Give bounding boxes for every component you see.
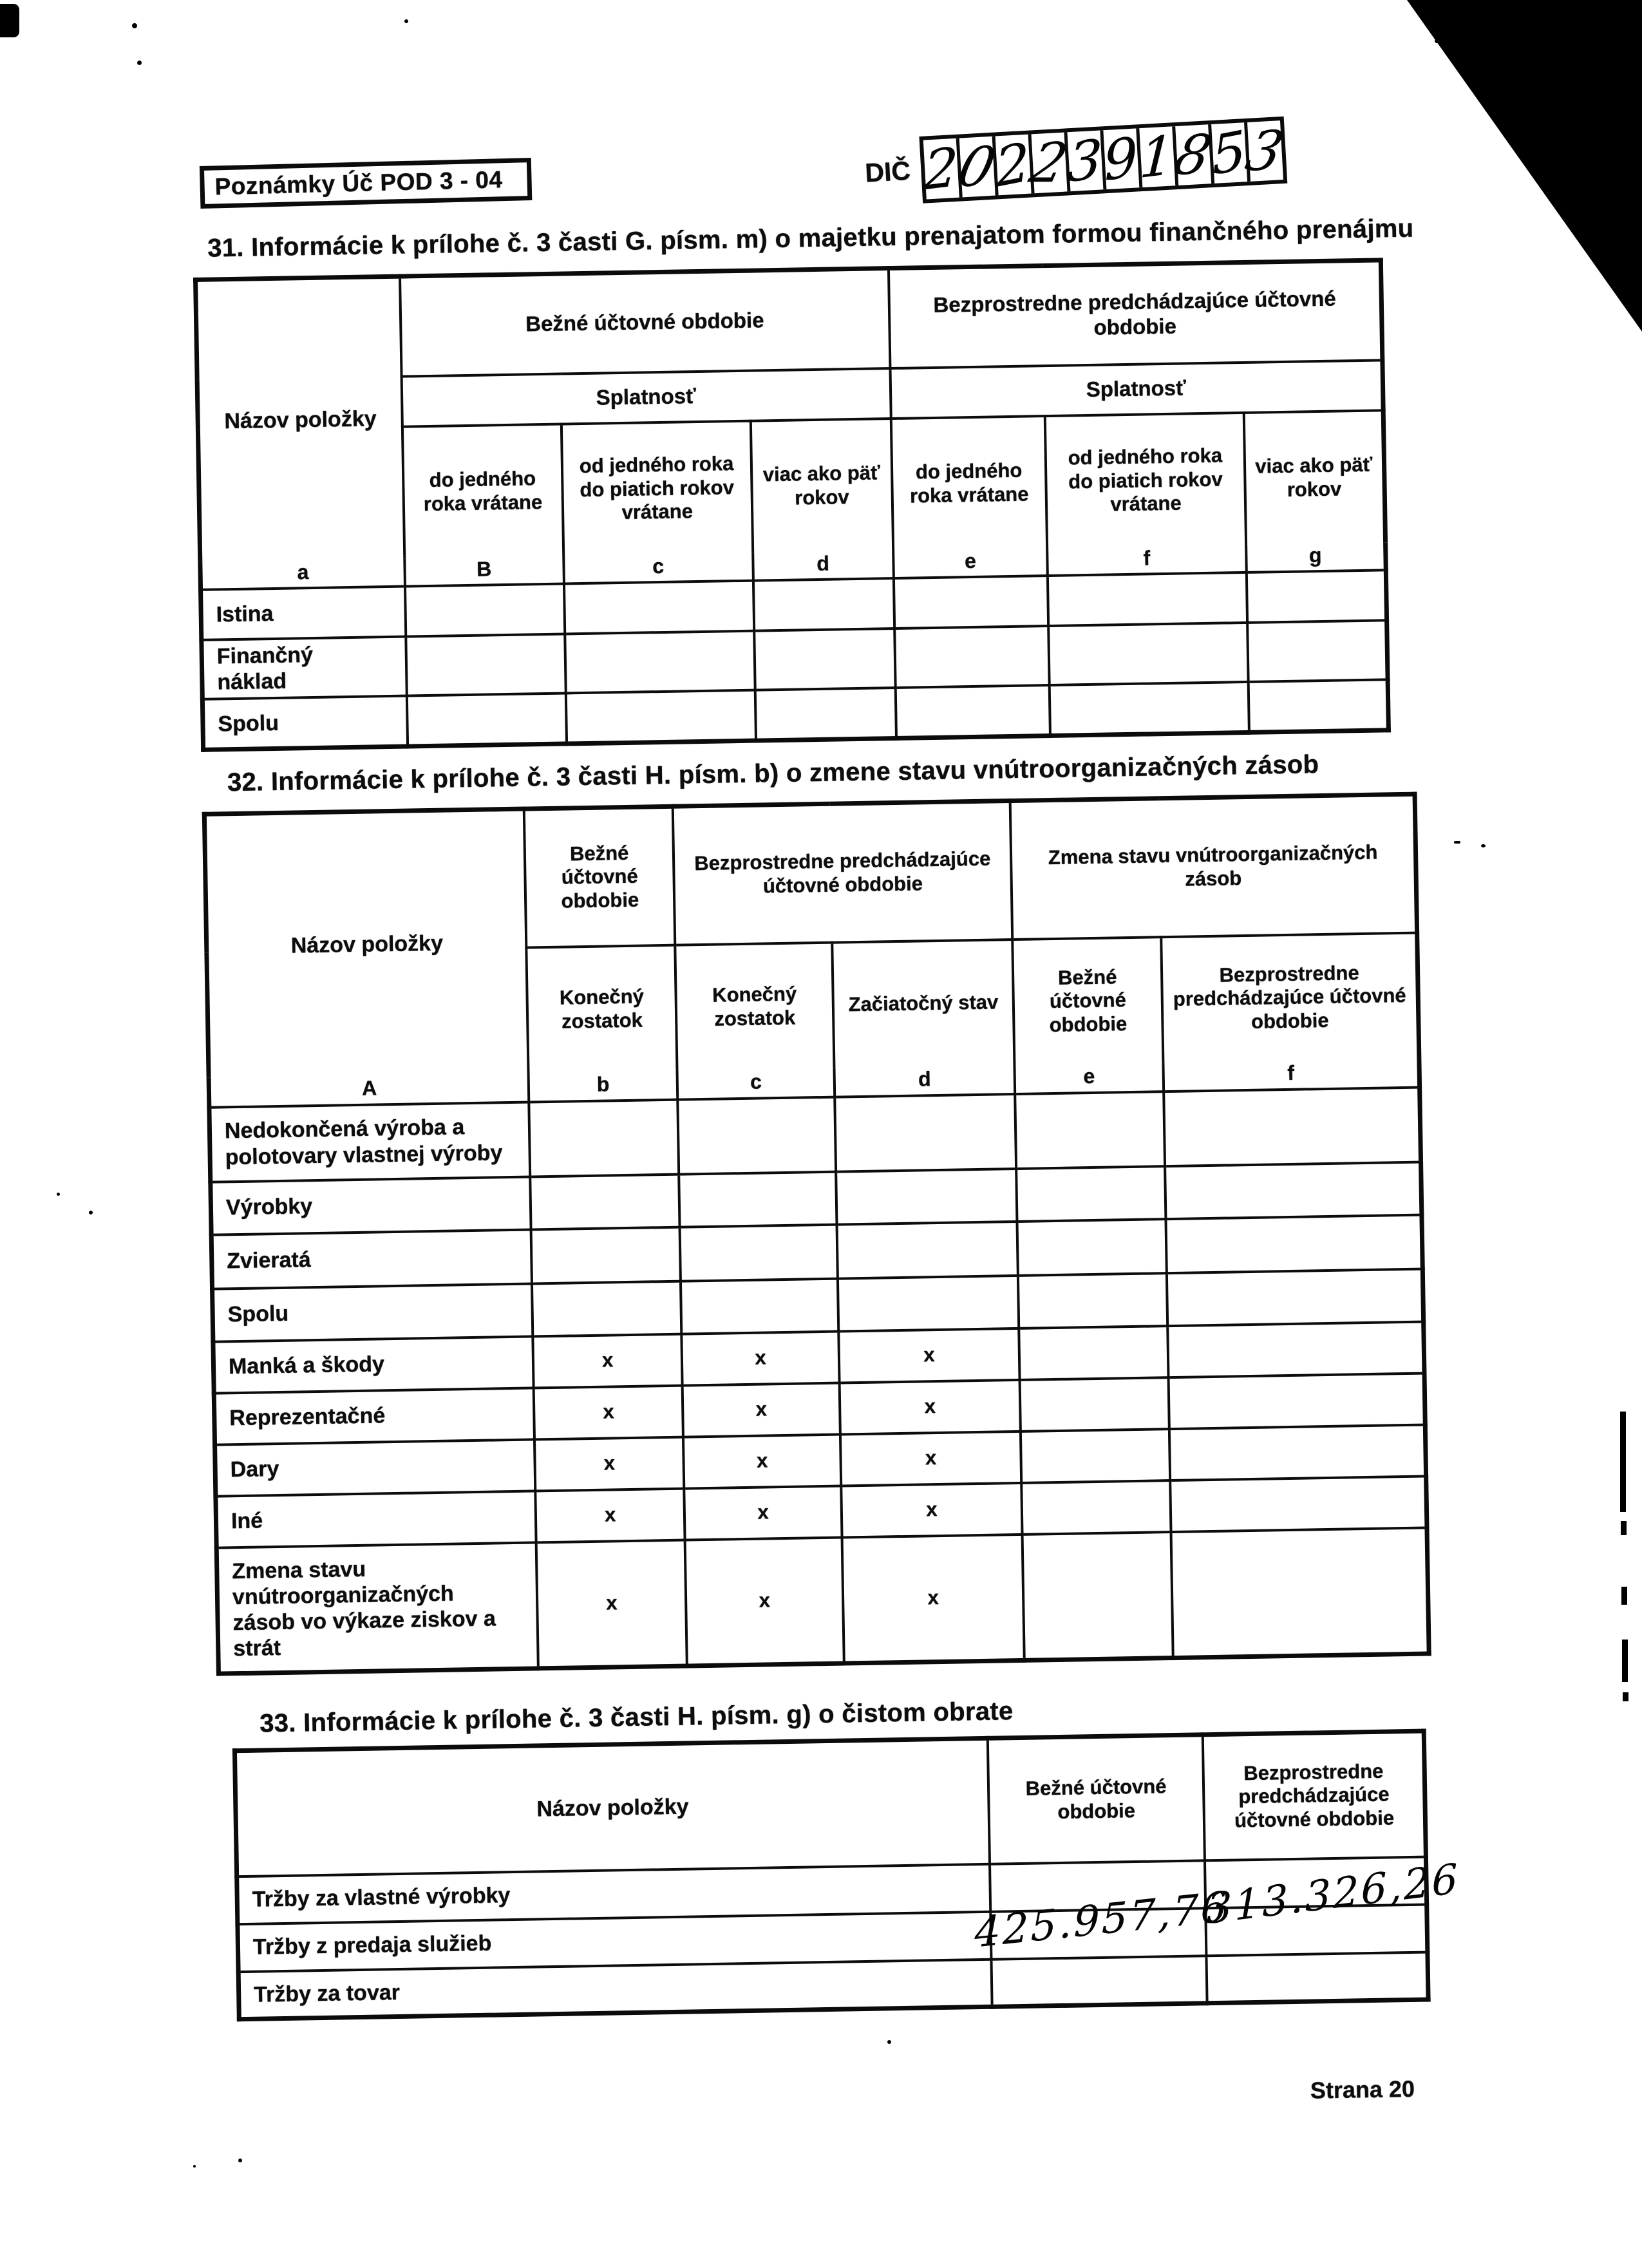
dic-digit: 5 — [1210, 118, 1249, 188]
t32-data-cell — [837, 1221, 1018, 1278]
t32-data-cell — [531, 1227, 681, 1283]
t32-column-letter: b — [529, 1070, 678, 1102]
dic-field — [863, 117, 1290, 207]
t32-row-label: Výrobky — [211, 1177, 531, 1234]
t32-row-label: Manká a škody — [213, 1336, 534, 1393]
t33-data-cell — [1207, 1952, 1428, 2003]
t32-row-label: Nedokončená výroba a polotovary vlastnej výroby — [209, 1102, 531, 1182]
t32-data-cell — [1171, 1527, 1429, 1658]
dic-digit: 1 — [1138, 123, 1176, 191]
t33-nazov-header: Názov položky — [234, 1738, 989, 1876]
t31-data-cell — [1048, 572, 1247, 626]
t32-data-cell: x — [683, 1383, 840, 1437]
t32-group-header: Bežné účtovné obdobie — [524, 806, 675, 947]
t32-data-cell — [1169, 1424, 1426, 1480]
t31-column-letter: e — [893, 548, 1048, 579]
t31-column-letter: g — [1246, 542, 1386, 572]
t31-data-cell — [754, 628, 895, 690]
t31-column-letter: B — [404, 556, 564, 587]
t31-data-cell — [565, 690, 755, 744]
t33-previous-header: Bezprostredne predchádzajúce účtovné obdobie — [1203, 1731, 1426, 1860]
t32-data-cell: x — [536, 1488, 685, 1542]
t31-maturity-header: Splatnosť — [401, 368, 891, 427]
t31-data-cell — [406, 634, 565, 696]
t32-subcol-header: Konečný zostatok — [675, 942, 834, 1070]
table-31-financial-lease — [193, 258, 1391, 752]
t32-data-cell — [836, 1168, 1017, 1224]
t31-column-letter: f — [1048, 544, 1247, 576]
handwritten-current-turnover: 425.957,76 — [974, 1883, 1229, 1958]
page-number: Strana 20 — [1310, 2075, 1415, 2104]
t31-data-cell — [565, 631, 755, 694]
t31-column-letter: d — [753, 551, 894, 581]
t31-data-cell — [753, 578, 894, 631]
t31-subcol-header: viac ako päť rokov — [1243, 410, 1385, 545]
form-code-box — [200, 158, 533, 209]
t32-data-cell — [1021, 1480, 1171, 1535]
dic-digit-cell — [1168, 122, 1218, 187]
t32-subcol-header: Bežné účtovné obdobie — [1012, 937, 1163, 1064]
t32-data-cell — [1018, 1273, 1167, 1328]
dic-digit-cell — [1240, 118, 1290, 184]
t32-row-label: Reprezentačné — [214, 1388, 534, 1444]
t32-data-cell: x — [536, 1540, 687, 1668]
t32-data-cell: x — [533, 1334, 683, 1388]
t31-previous-period-header: Bezprostredne predchádzajúce účtovné obdobie — [888, 260, 1382, 368]
t32-data-cell — [1019, 1326, 1168, 1380]
t32-data-cell — [1020, 1377, 1169, 1432]
t31-subcol-header: do jedného roka vrátane — [891, 416, 1047, 551]
dic-digit-cell — [952, 135, 1002, 199]
t32-data-cell: x — [840, 1379, 1021, 1434]
t31-data-cell — [1248, 680, 1388, 733]
t32-subcol-header: Začiatočný stav — [832, 940, 1014, 1068]
t31-row-label: Spolu — [202, 696, 407, 750]
t32-column-letter: d — [835, 1064, 1015, 1097]
t31-current-period-header: Bežné účtovné obdobie — [400, 269, 890, 377]
dic-digit: 8 — [1168, 122, 1218, 187]
t32-group-header: Bezprostredne predchádzajúce účtovné obdobie — [673, 801, 1012, 945]
t32-data-cell — [1021, 1429, 1170, 1483]
t31-subcol-header: od jedného roka do piatich rokov vrátane — [1045, 412, 1246, 547]
t32-data-cell: x — [684, 1486, 842, 1540]
t31-data-cell — [405, 584, 565, 637]
t31-data-cell — [407, 694, 567, 746]
t32-row-label: Dary — [215, 1439, 536, 1496]
t31-data-cell — [1049, 623, 1249, 685]
dic-digit-cell — [1102, 124, 1142, 194]
dic-digit: 3 — [1066, 127, 1104, 195]
t32-column-letter: f — [1163, 1057, 1419, 1091]
t32-row-label: Zvieratá — [211, 1229, 532, 1289]
dic-digit: 2 — [922, 135, 960, 203]
t32-data-cell: x — [534, 1437, 684, 1491]
t32-data-cell: x — [683, 1434, 841, 1488]
t31-row-label: Finančný náklad — [202, 637, 407, 699]
t31-data-cell — [1246, 571, 1386, 623]
t31-column-letter: c — [563, 553, 753, 584]
handwritten-previous-turnover: 313.326,26 — [1205, 1855, 1460, 1934]
t31-data-cell — [1050, 682, 1249, 735]
t31-data-cell — [755, 688, 896, 741]
table-33-net-turnover — [232, 1729, 1431, 2022]
dic-digit: 2 — [994, 130, 1032, 200]
t32-data-cell — [1016, 1166, 1165, 1222]
form-code-label: Poznámky Úč POD 3 - 04 — [214, 166, 503, 200]
t32-data-cell: x — [838, 1328, 1019, 1383]
t32-data-cell: x — [685, 1537, 844, 1666]
table-32-inventory-change — [202, 792, 1431, 1676]
dic-digit-boxes — [919, 117, 1290, 203]
t32-data-cell — [680, 1224, 838, 1281]
t32-row-label: Spolu — [212, 1283, 533, 1341]
t32-data-cell — [1164, 1087, 1420, 1166]
t31-data-cell — [895, 685, 1050, 738]
dic-digit: 2 — [1024, 131, 1074, 195]
t32-subcol-header: Konečný zostatok — [527, 945, 677, 1072]
t32-row-label: Iné — [216, 1491, 536, 1547]
t32-data-cell: x — [840, 1431, 1021, 1486]
t31-data-cell — [1247, 621, 1388, 683]
t32-data-cell — [679, 1171, 836, 1227]
t32-data-cell: x — [534, 1385, 683, 1439]
t31-maturity-header: Splatnosť — [890, 360, 1383, 419]
dic-digit: 9 — [1102, 124, 1140, 194]
t32-data-cell — [531, 1174, 680, 1229]
t32-data-cell — [1167, 1321, 1424, 1377]
t32-column-letter: A — [209, 1072, 529, 1107]
t33-row-label: Tržby za vlastné výrobky — [237, 1864, 990, 1923]
section-32-title: 32. Informácie k prílohe č. 3 časti H. písm. b) o zmene stavu vnútroorganizačných zásob — [227, 750, 1319, 797]
t31-subcol-header: viac ako päť rokov — [751, 419, 893, 553]
t31-column-letter: a — [200, 558, 405, 590]
section-33-title: 33. Informácie k prílohe č. 3 časti H. písm. g) o čistom obrate — [259, 1697, 1014, 1738]
t32-data-cell — [1015, 1091, 1165, 1169]
dic-digit-cell — [1024, 131, 1074, 195]
dic-digit-cell — [1066, 127, 1106, 195]
t33-data-cell — [991, 1956, 1207, 2007]
t31-subcol-header: od jedného roka do piatich rokov vrátane — [561, 421, 752, 556]
dic-digit: 0 — [952, 135, 1002, 199]
t31-data-cell — [564, 581, 754, 634]
t32-data-cell — [1167, 1269, 1424, 1326]
t32-data-cell — [1017, 1219, 1167, 1276]
t32-data-cell — [529, 1099, 679, 1177]
t32-data-cell — [838, 1275, 1019, 1331]
t32-data-cell — [1023, 1532, 1173, 1661]
t32-data-cell: x — [841, 1482, 1022, 1537]
t32-column-letter: e — [1015, 1062, 1164, 1094]
t31-nazov-header: Názov položky — [196, 276, 404, 562]
t32-data-cell — [681, 1278, 838, 1334]
t32-row-label: Zmena stavu vnútroorganizačných zásob vo výkaze ziskov a strát — [216, 1542, 538, 1674]
t32-data-cell — [1170, 1476, 1427, 1532]
t32-data-cell — [532, 1281, 681, 1336]
t33-row-label: Tržby za tovar — [238, 1959, 992, 2019]
t32-group-header: Zmena stavu vnútroorganizačných zásob — [1010, 794, 1417, 939]
t31-data-cell — [894, 626, 1050, 688]
t31-data-cell — [893, 576, 1048, 628]
t32-data-cell: x — [842, 1534, 1024, 1663]
t32-data-cell — [1165, 1162, 1422, 1219]
t32-data-cell: x — [681, 1331, 839, 1385]
t32-column-letter: c — [677, 1067, 835, 1099]
dic-digit: 3 — [1240, 118, 1290, 184]
t31-subcol-header: do jedného roka vrátane — [402, 424, 563, 558]
dic-label: DIČ — [864, 155, 912, 188]
t32-data-cell — [677, 1097, 836, 1174]
t33-current-header: Bežné účtovné obdobie — [988, 1735, 1205, 1864]
t32-subcol-header: Bezprostredne predchádzajúce účtovné obdobie — [1161, 932, 1419, 1062]
t32-data-cell — [1165, 1214, 1422, 1273]
t33-row-label: Tržby z predaja služieb — [238, 1911, 991, 1971]
t32-data-cell — [1168, 1373, 1425, 1429]
t32-data-cell — [835, 1093, 1016, 1171]
section-31-title: 31. Informácie k prílohe č. 3 časti G. písm. m) o majetku prenajatom formou finančného prenájmu — [207, 214, 1414, 263]
t32-nazov-header: Názov položky — [204, 809, 529, 1077]
t31-row-label: Istina — [201, 587, 406, 640]
